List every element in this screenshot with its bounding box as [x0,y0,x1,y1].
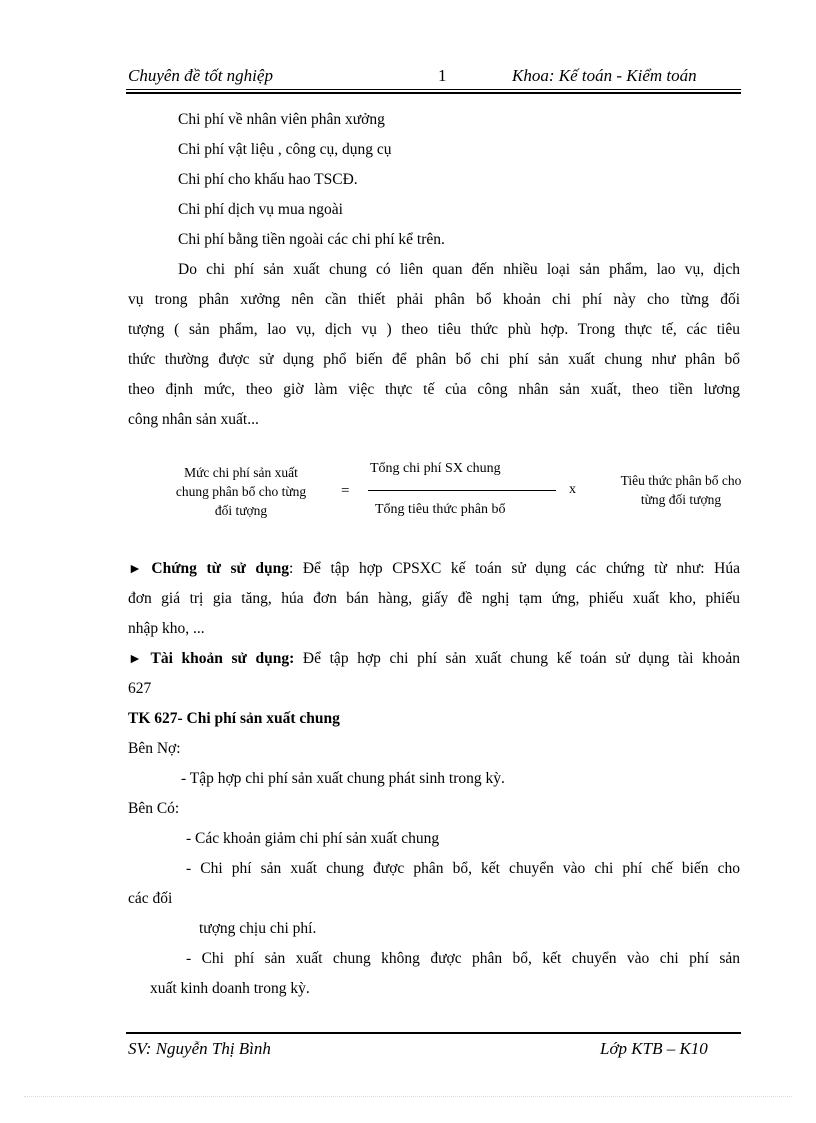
footer-class: Lớp KTB – K10 [600,1039,708,1058]
account-heading: TK 627- Chi phí sản xuất chung [128,710,340,727]
formula-left-line: Mức chi phí sản xuất [184,465,298,480]
vouchers-line: nhập kho, ... [128,620,205,637]
credit-item: - Chi phí sản xuất chung không được phân bổ, kết chuyển vào chi phí sản [186,950,740,967]
bullet-triangle-icon: ► [128,562,142,577]
paragraph-line: theo định mức, theo giờ làm việc thực tế của công nhân sản xuất, theo tiền lương [128,381,740,398]
page-bottom-dotted-edge [24,1096,792,1097]
account-label: Tài khoản sử dụng: [150,650,295,667]
vouchers-text: : Để tập hợp CPSXC kế toán sử dụng các chứng từ như: Húa [288,560,740,577]
credit-item: - Chi phí sản xuất chung được phân bổ, kết chuyển vào chi phí chế biến cho [186,860,740,877]
bullet-triangle-icon: ► [128,652,142,667]
formula-multiply-sign: x [569,482,576,497]
header-faculty: Khoa: Kế toán - Kiểm toán [512,66,697,85]
credit-item: tượng chịu chi phí. [199,920,317,937]
credit-label: Bên Có: [128,800,180,817]
paragraph-line: công nhân sản xuất... [128,411,259,428]
list-item: Chi phí dịch vụ mua ngoài [178,201,343,218]
debit-label: Bên Nợ: [128,740,181,757]
credit-item: - Các khoản giảm chi phí sản xuất chung [186,830,440,847]
account-text: Để tập hợp chi phí sản xuất chung kế toán sử dụng tài khoản [294,650,740,667]
vouchers-label: Chứng từ sử dụng [151,560,289,577]
vouchers-line [128,559,740,580]
formula-fraction-bar [368,490,556,491]
list-item: Chi phí cho khấu hao TSCĐ. [178,171,358,188]
formula-right-line: từng đối tượng [640,492,722,507]
list-item: Chi phí vật liệu , công cụ, dụng cụ [178,141,392,158]
credit-item: các đối [128,890,173,907]
list-item: Chi phí bằng tiền ngoài các chi phí kể trên. [178,231,445,248]
formula-equals-sign: = [341,483,350,499]
formula-left-line: đối tượng [214,503,268,518]
paragraph-line: thức thường được sử dụng phổ biến để phân bổ chi phí sản xuất chung như phân bổ [128,351,740,368]
header-rule-thick [126,92,741,94]
debit-item: - Tập hợp chi phí sản xuất chung phát sinh trong kỳ. [181,770,505,787]
account-line [128,649,740,670]
footer-rule [126,1032,741,1034]
paragraph-line: tượng ( sản phẩm, lao vụ, dịch vụ ) theo tiêu thức phù hợp. Trong thực tế, các tiêu [128,321,740,338]
formula-right-term [598,471,764,509]
formula-numerator: Tổng chi phí SX chung [370,461,501,476]
header-document-title: Chuyên đề tốt nghiệp [128,66,273,85]
header-page-number: 1 [438,66,447,85]
vouchers-line: đơn giá trị gia tăng, húa đơn bán hàng, giấy đề nghị tạm ứng, phiếu xuất kho, phiếu [128,590,740,607]
list-item: Chi phí về nhân viên phân xưởng [178,111,385,128]
header-rule-thin [126,89,741,90]
formula-denominator: Tổng tiêu thức phân bổ [375,502,506,517]
paragraph-line: Do chi phí sản xuất chung có liên quan đến nhiều loại sản phẩm, lao vụ, dịch [178,261,740,278]
account-line: 627 [128,680,152,697]
footer-student-name: SV: Nguyễn Thị Bình [128,1039,271,1058]
paragraph-line: vụ trong phân xưởng nên cần thiết phải phân bổ khoản chi phí này cho từng đối [128,291,740,308]
credit-item: xuất kinh doanh trong kỳ. [150,980,310,997]
formula-right-line: Tiêu thức phân bổ cho [620,473,742,488]
formula-left-term [150,463,332,520]
formula-left-line: chung phân bổ cho từng [175,484,307,499]
